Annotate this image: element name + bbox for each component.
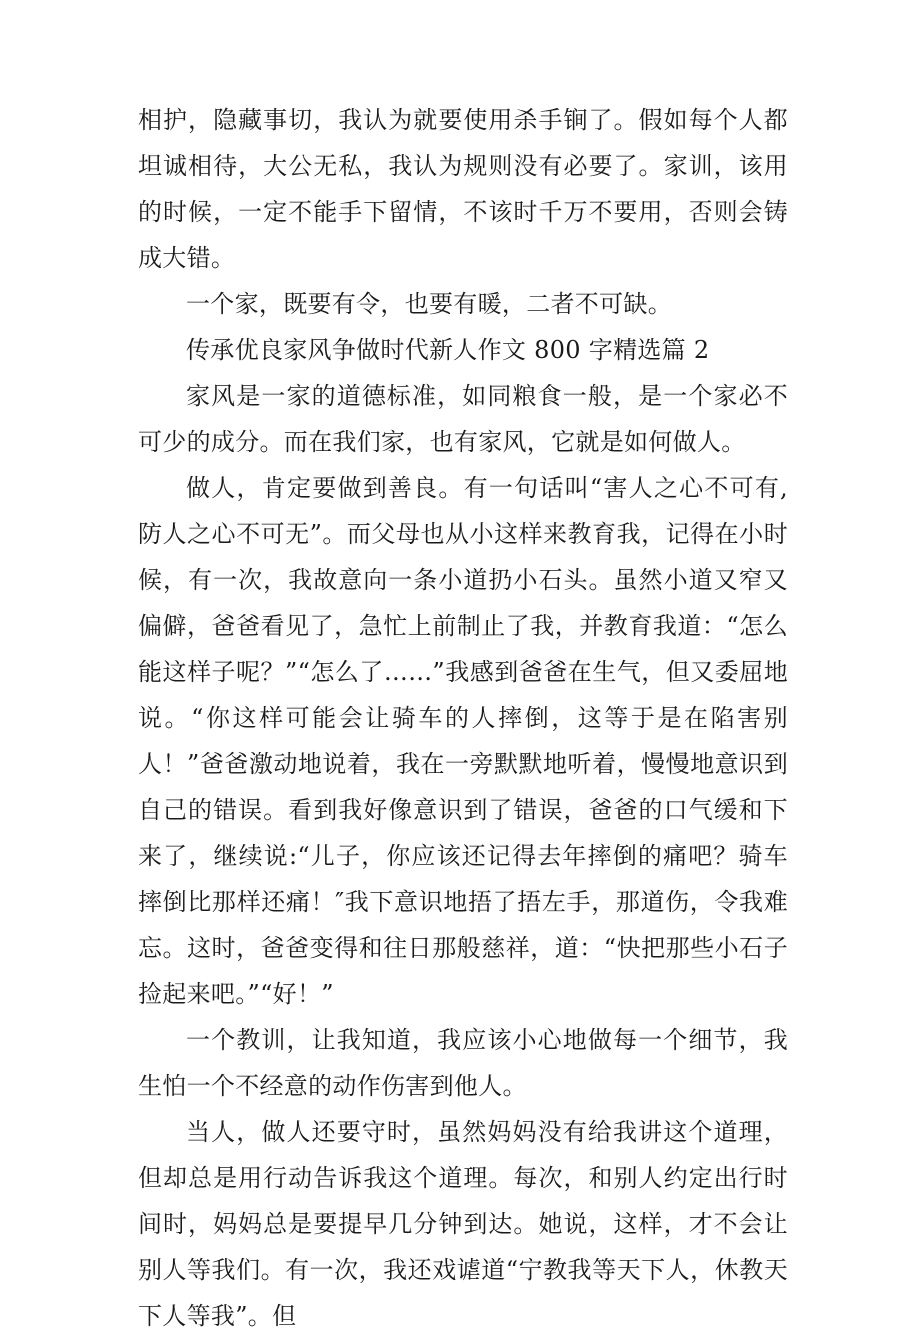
paragraph: 做人，肯定要做到善良。有一句话叫“害人之心不可有,防人之心不可无”。而父母也从小这样来教育我，记得在小时候，有一次，我故意向一条小道扔小石头。虽然小道又窄又偏僻，爸爸看见了，急忙上前制止了我，并教育我道：“怎么能这样子呢？”“怎么了……”我感到爸爸在生气，但又委屈地说。“你这样可能会让骑车的人摔倒，这等于是在陷害别人！”爸爸激动地说着，我在一旁默默地听着，慢慢地意识到自己的错误。看到我好像意识到了错误，爸爸的口气缓和下来了，继续说:“儿子，你应该还记得去年摔倒的痛吧？骑车摔倒比那样还痛！″我下意识地捂了捂左手，那道伤，令我难忘。这时，爸爸变得和往日那般慈祥，道：“快把那些小石子捡起来吧。”“好！” [138,474,788,1008]
section-heading: 传承优良家风争做时代新人作文 800 字精选篇 2 [186,336,710,364]
paragraph: 当人，做人还要守时，虽然妈妈没有给我讲这个道理，但却总是用行动告诉我这个道理。每次，和别人约定出行时间时，妈妈总是要提早几分钟到达。她说，这样，才不会让别人等我们。有一次，我还戏谑道“宁教我等天下人，休教天下人等我”。但 [138,1118,788,1330]
paragraph: 一个家，既要有令，也要有暖，二者不可缺。 [186,290,672,318]
paragraph: 家风是一家的道德标准，如同粮食一般，是一个家必不可少的成分。而在我们家，也有家风，它就是如何做人。 [138,382,788,456]
paragraph: 一个教训，让我知道，我应该小心地做每一个细节，我生怕一个不经意的动作伤害到他人。 [138,1026,788,1100]
paragraph-continuation: 相护，隐藏事切，我认为就要使用杀手锏了。假如每个人都坦诚相待，大公无私，我认为规则没有必要了。家训，该用的时候，一定不能手下留情，不该时千万不要用，否则会铸成大错。 [138,106,788,272]
document-body [138,97,788,1339]
